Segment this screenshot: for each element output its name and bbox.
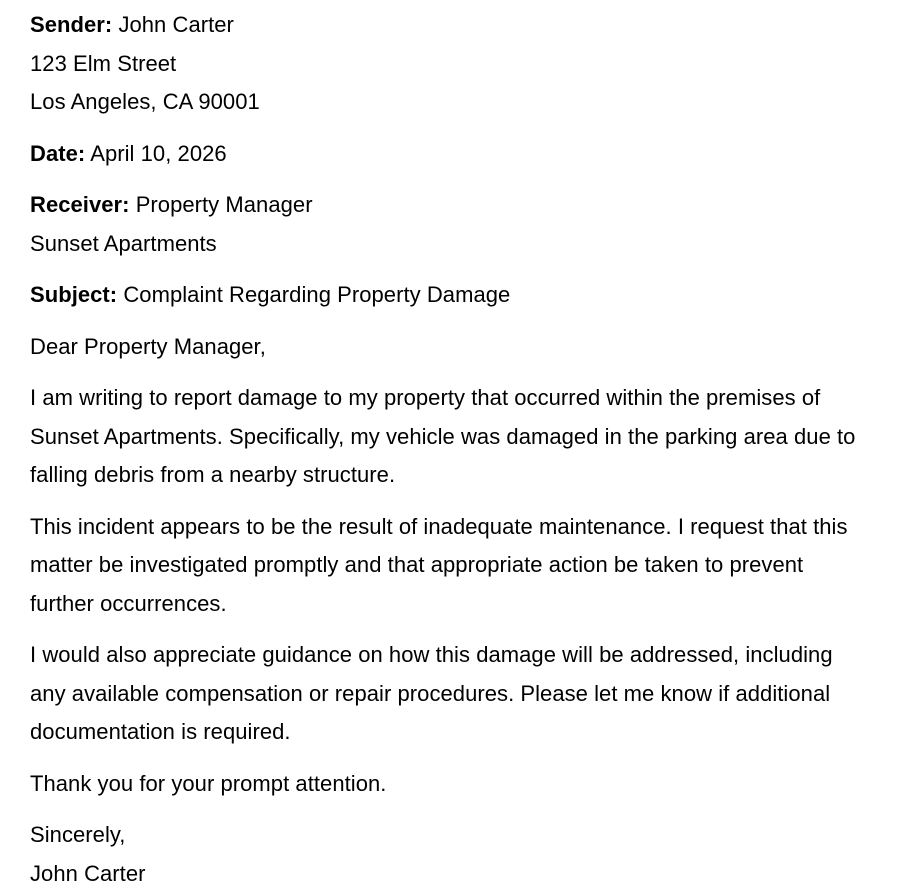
sender-name: John Carter xyxy=(118,12,234,37)
body-paragraph-4-block xyxy=(30,765,865,804)
sender-line xyxy=(30,6,865,45)
receiver-label: Receiver: xyxy=(30,192,130,217)
subject-line xyxy=(30,276,865,315)
date-label: Date: xyxy=(30,141,85,166)
body-paragraph-4: Thank you for your prompt attention. xyxy=(30,765,865,804)
subject-label: Subject: xyxy=(30,282,117,307)
sender-street: 123 Elm Street xyxy=(30,45,865,84)
closing-block xyxy=(30,816,865,893)
receiver-block xyxy=(30,186,865,263)
receiver-name: Property Manager xyxy=(136,192,313,217)
sender-block xyxy=(30,6,865,122)
date-line xyxy=(30,135,865,174)
body-paragraph-3: I would also appreciate guidance on how this damage will be addressed, including any available compensation or repair procedures. Please let me know if additional documentation is required. xyxy=(30,636,865,752)
body-paragraph-1: I am writing to report damage to my property that occurred within the premises of Sunset Apartments. Specifically, my vehicle was damaged in the parking area due to falling debris from a nearby structure. xyxy=(30,379,865,495)
date-block xyxy=(30,135,865,174)
salutation-block xyxy=(30,328,865,367)
signature-name: John Carter xyxy=(30,855,865,893)
body-paragraph-2: This incident appears to be the result of inadequate maintenance. I request that this matter be investigated promptly and that appropriate action be taken to prevent further occurrences. xyxy=(30,508,865,624)
sender-label: Sender: xyxy=(30,12,112,37)
body-paragraph-2-block xyxy=(30,508,865,624)
subject-block xyxy=(30,276,865,315)
receiver-line xyxy=(30,186,865,225)
receiver-organization: Sunset Apartments xyxy=(30,225,865,264)
subject-value: Complaint Regarding Property Damage xyxy=(123,282,510,307)
salutation: Dear Property Manager, xyxy=(30,328,865,367)
sender-city-state-zip: Los Angeles, CA 90001 xyxy=(30,83,865,122)
valediction: Sincerely, xyxy=(30,816,865,855)
body-paragraph-1-block xyxy=(30,379,865,495)
body-paragraph-3-block xyxy=(30,636,865,752)
date-value: April 10, 2026 xyxy=(90,141,226,166)
